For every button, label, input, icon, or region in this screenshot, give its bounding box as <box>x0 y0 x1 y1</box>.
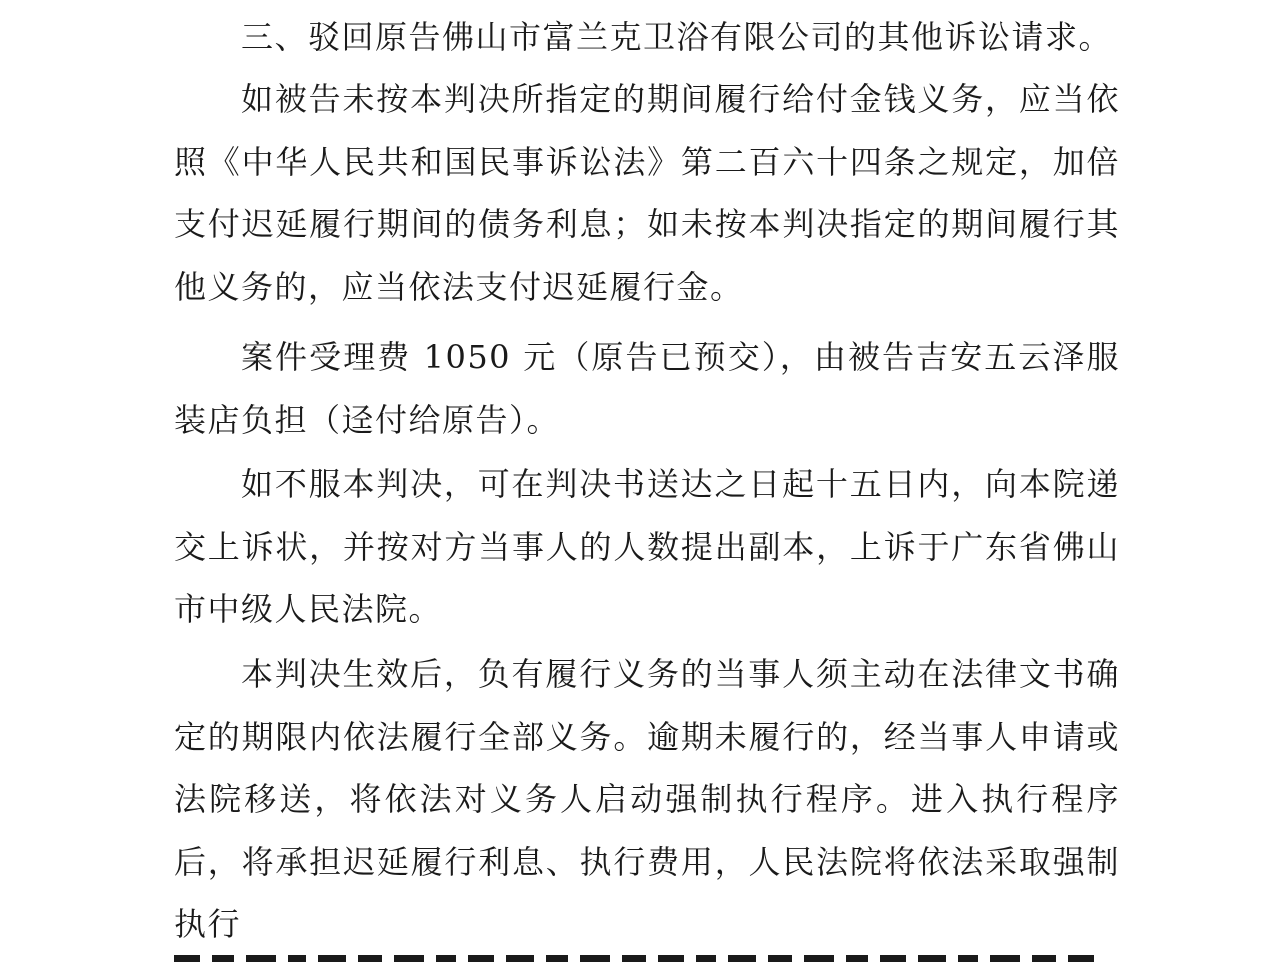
paragraph-appeal-notice: 如不服本判决，可在判决书送达之日起十五日内，向本院递交上诉状，并按对方当事人的人数提出副本，上诉于广东省佛山市中级人民法院。 <box>174 465 1120 628</box>
paragraph-enforcement-notice: 本判决生效后，负有履行义务的当事人须主动在法律文书确定的期限内依法履行全部义务。逾期未履行的，经当事人申请或法院移送，将依法对义务人启动强制执行程序。进入执行程序后，将承担迟延履行利息、执行费用，人民法院将依法采取强制执行 <box>174 655 1120 943</box>
paragraph-late-performance: 如被告未按本判决所指定的期间履行给付金钱义务，应当依照《中华人民共和国民事诉讼法》第二百六十四条之规定，加倍支付迟延履行期间的债务利息；如未按本判决指定的期间履行其他义务的，应当依法支付迟延履行金。 <box>174 80 1120 306</box>
document-page <box>174 0 1120 962</box>
paragraph-judgment-item-3: 三、驳回原告佛山市富兰克卫浴有限公司的其他诉讼请求。 <box>241 18 1113 56</box>
cut-off-text-line <box>174 955 1120 962</box>
paragraph-case-fee: 案件受理费 1050 元（原告已预交），由被告吉安五云泽服装店负担（迳付给原告）。 <box>174 338 1120 439</box>
